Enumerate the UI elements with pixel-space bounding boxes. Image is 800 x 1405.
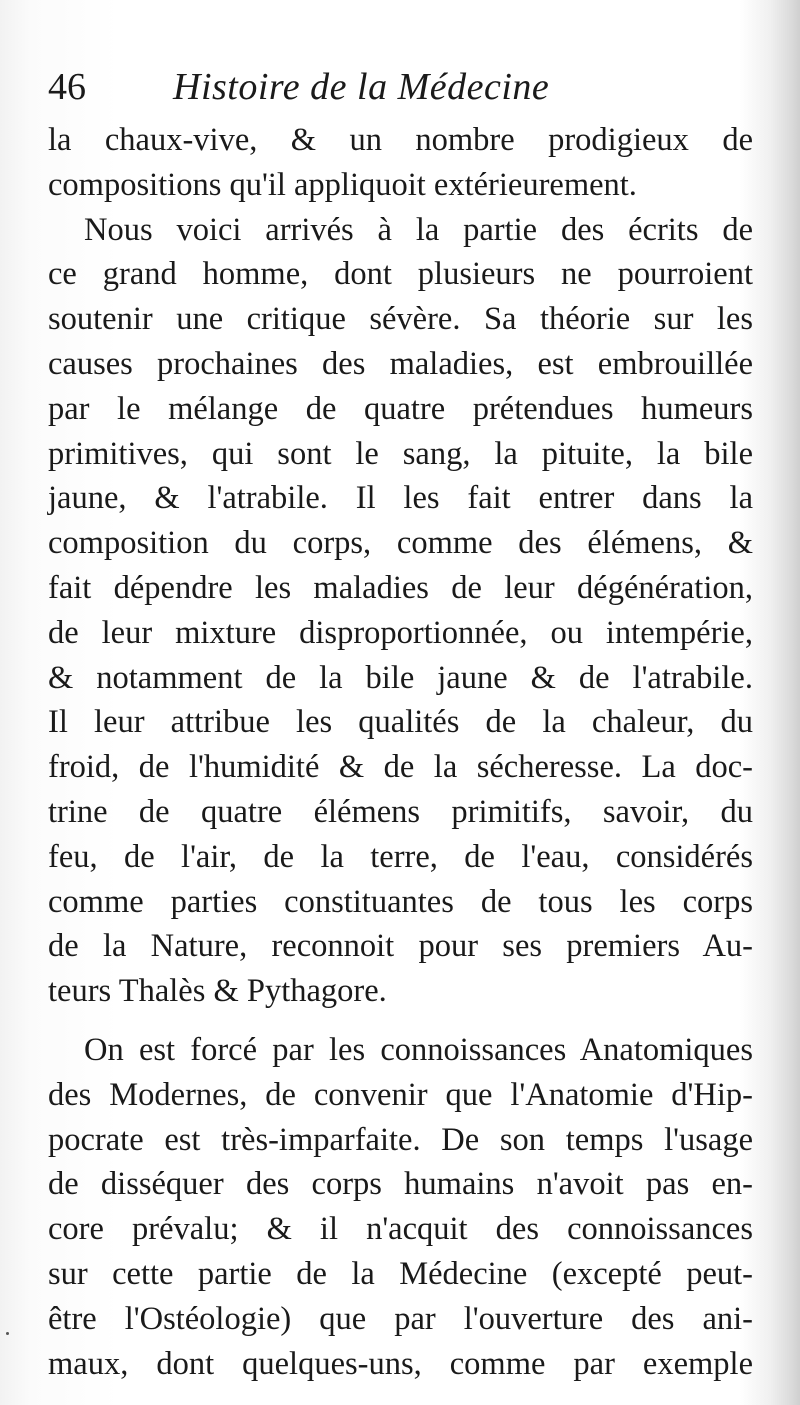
- text-line: être l'Ostéologie) que par l'ouverture des ani-: [48, 1300, 753, 1337]
- text-line: pocrate est très-imparfaite. De son temps l'usage: [48, 1121, 753, 1158]
- text-line: compositions qu'il appliquoit extérieurement.: [48, 166, 637, 203]
- text-line: froid, de l'humidité & de la sécheresse. La doc-: [48, 749, 753, 786]
- text-line: trine de quatre élémens primitifs, savoir, du: [48, 793, 753, 830]
- text-line: par le mélange de quatre prétendues humeurs: [48, 390, 753, 427]
- text-line: fait dépendre les maladies de leur dégénération,: [48, 569, 753, 606]
- text-line: On est forcé par les connoissances Anatomiques: [84, 1031, 753, 1068]
- text-line: soutenir une critique sévère. Sa théorie sur les: [48, 301, 753, 338]
- text-line: de la Nature, reconnoit pour ses premiers Au-: [48, 928, 753, 965]
- text-line: ce grand homme, dont plusieurs ne pourroient: [48, 256, 753, 293]
- text-line: de disséquer des corps humains n'avoit pas en-: [48, 1166, 753, 1203]
- text-line: comme parties constituantes de tous les corps: [48, 883, 753, 920]
- text-line: de leur mixture disproportionnée, ou intempérie,: [48, 614, 753, 651]
- text-line: jaune, & l'atrabile. Il les fait entrer dans la: [48, 480, 753, 517]
- text-line: maux, dont quelques-uns, comme par exemple: [48, 1345, 753, 1382]
- text-line: core prévalu; & il n'acquit des connoissances: [48, 1211, 753, 1248]
- body-text: [48, 118, 753, 1386]
- text-line: Il leur attribue les qualités de la chaleur, du: [48, 704, 753, 741]
- text-line: primitives, qui sont le sang, la pituite, la bile: [48, 435, 753, 472]
- text-line: Nous voici arrivés à la partie des écrits de: [84, 211, 753, 248]
- page-number: 46: [48, 66, 86, 108]
- page-speck: [6, 1332, 9, 1335]
- text-line: teurs Thalès & Pythagore.: [48, 973, 387, 1010]
- text-line: & notamment de la bile jaune & de l'atrabile.: [48, 659, 753, 696]
- text-line: composition du corps, comme des élémens, &: [48, 525, 753, 562]
- running-title: Histoire de la Médecine: [173, 66, 550, 108]
- page-header: [48, 62, 748, 122]
- text-line: la chaux-vive, & un nombre prodigieux de: [48, 122, 753, 158]
- text-line: sur cette partie de la Médecine (excepté peut-: [48, 1255, 753, 1292]
- text-line: causes prochaines des maladies, est embrouillée: [48, 345, 753, 382]
- text-line: des Modernes, de convenir que l'Anatomie d'Hip-: [48, 1076, 753, 1113]
- text-line: feu, de l'air, de la terre, de l'eau, considérés: [48, 838, 753, 875]
- paragraph-gap: [48, 1014, 753, 1028]
